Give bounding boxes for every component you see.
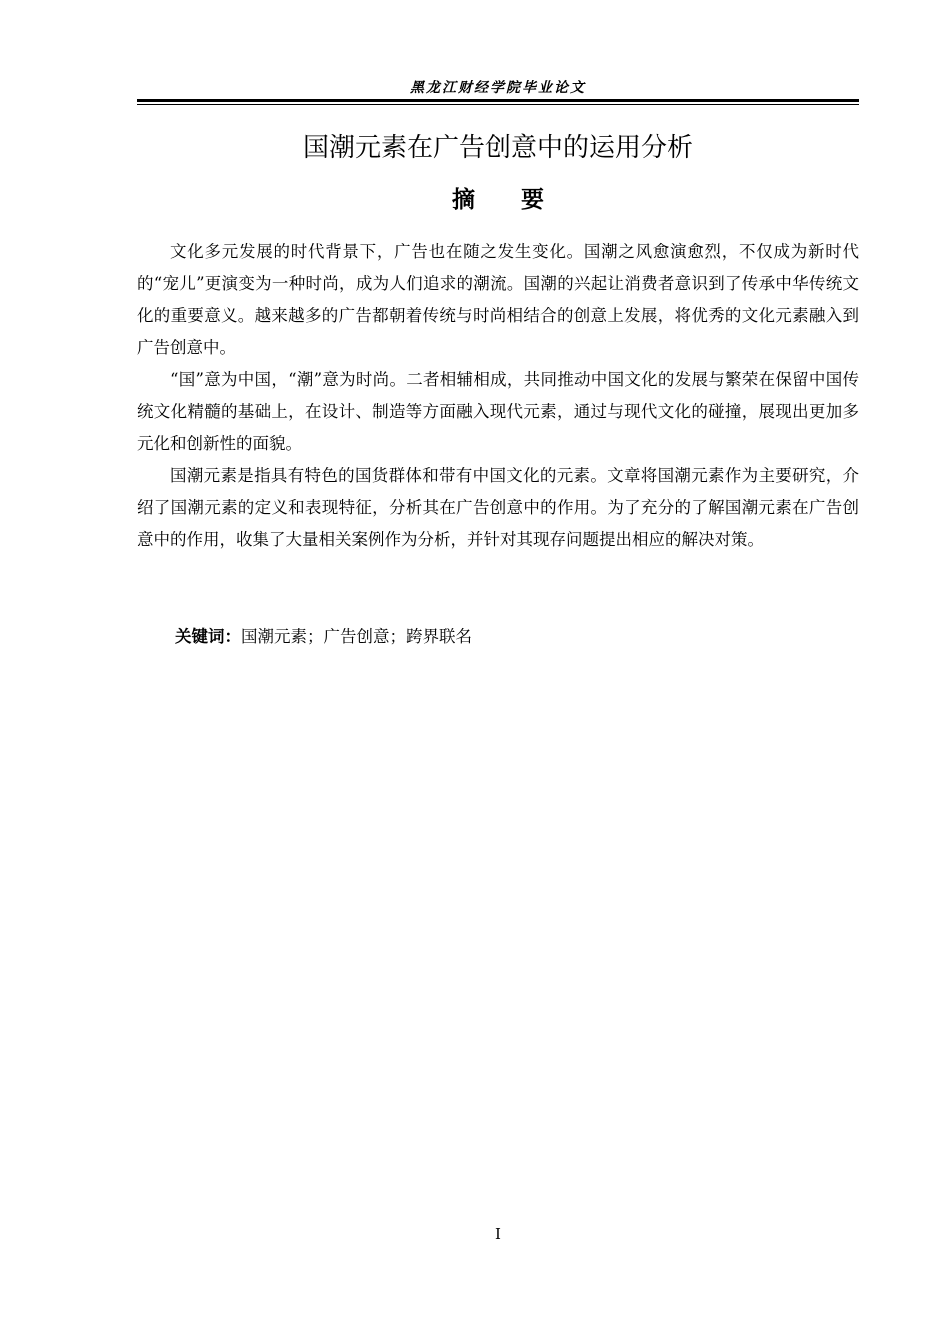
keywords-value: 国潮元素；广告创意；跨界联名: [241, 627, 472, 646]
header-rule-thin: [137, 104, 859, 105]
keywords-line: [175, 621, 859, 653]
paper-title: 国潮元素在广告创意中的运用分析: [302, 133, 693, 163]
abstract-paragraph-2: “国”意为中国，“潮”意为时尚。二者相辅相成，共同推动中国文化的发展与繁荣在保留中国传统文化精髓的基础上，在设计、制造等方面融入现代元素，通过与现代文化的碰撞，展现出更加多元化和创新性的面貌。: [137, 370, 859, 453]
page-number: I: [495, 1225, 501, 1243]
abstract-heading: 摘要: [452, 187, 590, 213]
abstract-paragraph-3: 国潮元素是指具有特色的国货群体和带有中国文化的元素。文章将国潮元素作为主要研究，介绍了国潮元素的定义和表现特征，分析其在广告创意中的作用。为了充分的了解国潮元素在广告创意中的作用，收集了大量相关案例作为分析，并针对其现存问题提出相应的解决对策。: [137, 466, 859, 549]
abstract-paragraph-1: 文化多元发展的时代背景下，广告也在随之发生变化。国潮之风愈演愈烈，不仅成为新时代的“宠儿”更演变为一种时尚，成为人们追求的潮流。国潮的兴起让消费者意识到了传承中华传统文化的重要意义。越来越多的广告都朝着传统与时尚相结合的创意上发展，将优秀的文化元素融入到广告创意中。: [137, 242, 859, 357]
keywords-label: 关键词：: [175, 627, 241, 646]
running-header: 黑龙江财经学院毕业论文: [410, 80, 586, 96]
abstract-body: [137, 236, 859, 556]
header-rule-thick: [137, 99, 859, 102]
